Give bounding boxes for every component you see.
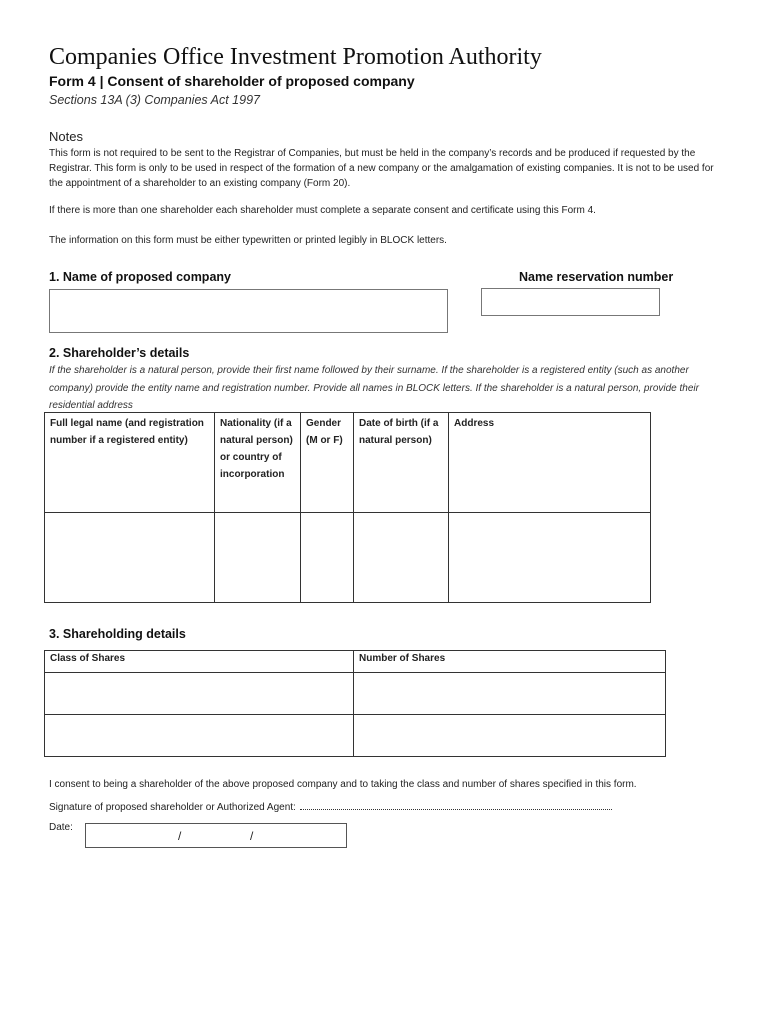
- date-of-birth-cell[interactable]: [354, 513, 449, 603]
- table-header-row: [45, 651, 666, 673]
- number-of-shares-cell[interactable]: [354, 673, 666, 715]
- date-separator: /: [178, 829, 182, 843]
- column-header: Full legal name (and registration number if a registered entity): [45, 413, 215, 513]
- act-reference: Sections 13A (3) Companies Act 1997: [49, 93, 260, 107]
- company-name-input[interactable]: [49, 289, 448, 333]
- table-row: [45, 715, 666, 757]
- name-reservation-label: Name reservation number: [519, 270, 674, 284]
- section1-heading: 1. Name of proposed company: [49, 270, 231, 284]
- date-separator: /: [250, 829, 254, 843]
- address-cell[interactable]: [449, 513, 651, 603]
- section2-instructions: If the shareholder is a natural person, provide their first name followed by their surname. If the shareholder is a registered entity (such as another company) provide the entity name and registration number. Provide all names in BLOCK letters. If the shareholder is a natural person, provide their residential address: [49, 365, 699, 411]
- name-reservation-input[interactable]: [481, 288, 660, 316]
- column-header: Number of Shares: [354, 651, 666, 673]
- class-of-shares-cell[interactable]: [45, 673, 354, 715]
- gender-cell[interactable]: [301, 513, 354, 603]
- section3-heading: 3. Shareholding details: [49, 627, 186, 641]
- notes-paragraph-1: This form is not required to be sent to the Registrar of Companies, but must be held in the company’s records and be produced if requested by the Registrar. This form is only to be used in respect of the formation of a new company or the amalgamation of existing companies. It is not to be used for the appointment of a shareholder to an existing company (Form 20).: [49, 148, 714, 189]
- shareholding-table: [44, 650, 666, 757]
- column-header: Nationality (if a natural person) or country of incorporation: [215, 413, 301, 513]
- shareholder-details-table: [44, 412, 651, 603]
- class-of-shares-cell[interactable]: [45, 715, 354, 757]
- column-header: Address: [449, 413, 651, 513]
- notes-paragraph-2: If there is more than one shareholder each shareholder must complete a separate consent and certificate using this Form 4.: [49, 205, 596, 216]
- form-subtitle: Form 4 | Consent of shareholder of proposed company: [49, 73, 415, 89]
- notes-paragraph-3: The information on this form must be either typewritten or printed legibly in BLOCK letters.: [49, 235, 447, 246]
- number-of-shares-cell[interactable]: [354, 715, 666, 757]
- column-header: Gender (M or F): [301, 413, 354, 513]
- table-row: [45, 513, 651, 603]
- consent-statement: I consent to being a shareholder of the above proposed company and to taking the class and number of shares specified in this form.: [49, 779, 637, 790]
- signature-line: [49, 800, 612, 813]
- section2-heading: 2. Shareholder’s details: [49, 346, 190, 360]
- signature-field[interactable]: [300, 800, 612, 810]
- signature-label: Signature of proposed shareholder or Authorized Agent:: [49, 802, 296, 813]
- column-header: Class of Shares: [45, 651, 354, 673]
- table-header-row: [45, 413, 651, 513]
- column-header: Date of birth (if a natural person): [354, 413, 449, 513]
- form-title: Companies Office Investment Promotion Authority: [49, 44, 542, 70]
- date-label: Date:: [49, 822, 73, 833]
- notes-heading: Notes: [49, 129, 83, 144]
- date-input[interactable]: [85, 823, 347, 848]
- nationality-cell[interactable]: [215, 513, 301, 603]
- full-name-cell[interactable]: [45, 513, 215, 603]
- table-row: [45, 673, 666, 715]
